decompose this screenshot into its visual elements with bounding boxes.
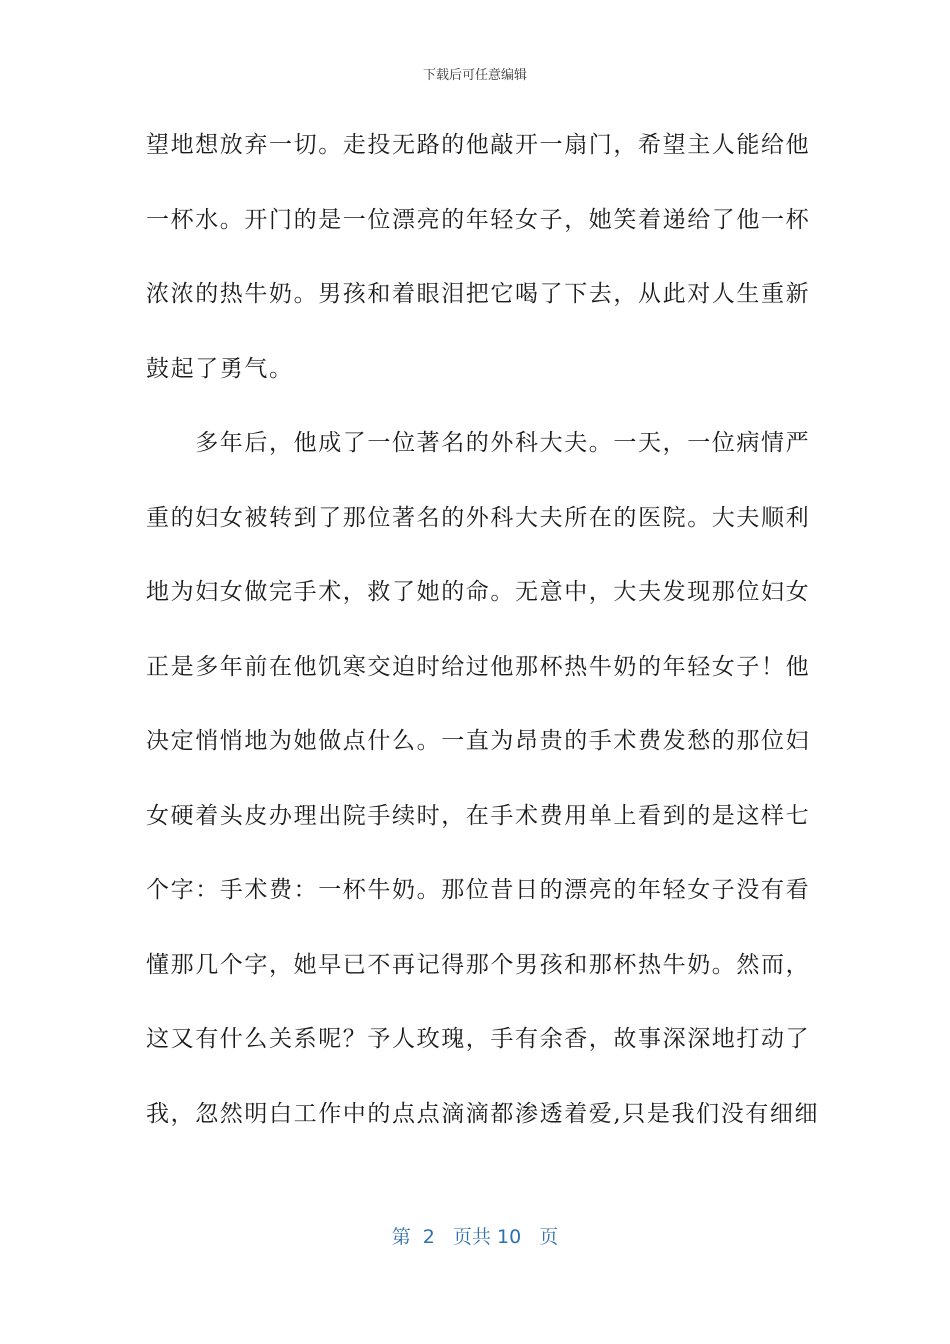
text-line: 望地想放弃一切。走投无路的他敲开一扇门，希望主人能给他 [146, 132, 811, 158]
text-line: 个字：手术费：一杯牛奶。那位昔日的漂亮的年轻女子没有看 [146, 877, 811, 903]
text-line: 正是多年前在他饥寒交迫时给过他那杯热牛奶的年轻女子！他 [146, 653, 811, 680]
text-line: 女硬着头皮办理出院手续时，在手术费用单上看到的是这样七 [146, 802, 811, 829]
text-line: 一杯水。开门的是一位漂亮的年轻女子，她笑着递给了他一杯 [146, 206, 811, 233]
page-header: 下载后可任意编辑 [422, 68, 527, 83]
body-text [146, 118, 820, 1161]
text-line: 浓浓的热牛奶。男孩和着眼泪把它喝了下去，从此对人生重新 [146, 281, 811, 307]
text-line: 这又有什么关系呢？予人玫瑰，手有余香，故事深深地打动了 [146, 1026, 811, 1052]
page-number-footer: 第 2 页共 10 页 [391, 1226, 559, 1248]
text-line: 鼓起了勇气。 [146, 355, 294, 382]
text-line: 决定悄悄地为她做点什么。一直为昂贵的手术费发愁的那位妇 [146, 728, 811, 754]
text-line: 地为妇女做完手术，救了她的命。无意中，大夫发现那位妇女 [146, 579, 811, 605]
text-line: 多年后，他成了一位著名的外科大夫。一天，一位病情严 [146, 430, 811, 456]
text-line: 懂那几个字，她早已不再记得那个男孩和那杯热牛奶。然而， [146, 951, 811, 978]
text-line: 重的妇女被转到了那位著名的外科大夫所在的医院。大夫顺利 [146, 504, 811, 531]
text-line: 我，忽然明白工作中的点点滴滴都渗透着爱,只是我们没有细细 [146, 1100, 820, 1127]
